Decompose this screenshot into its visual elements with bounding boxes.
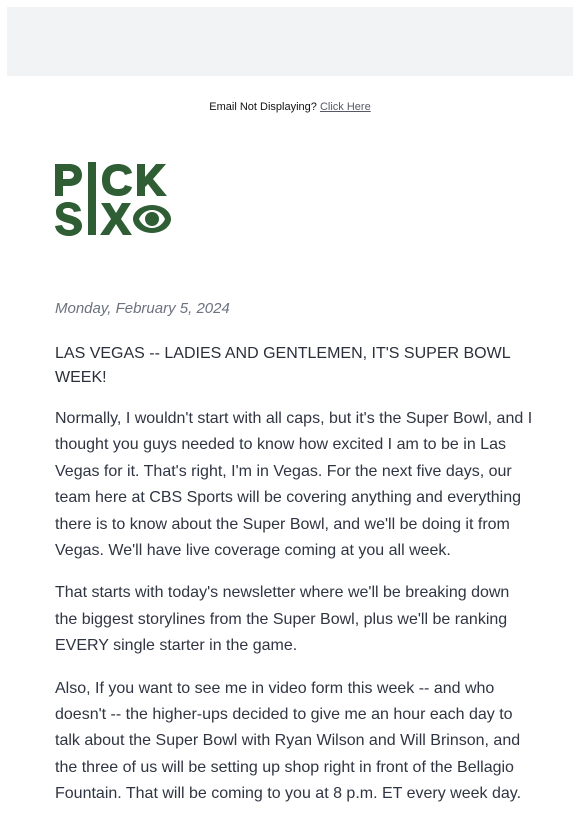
article-body bbox=[55, 298, 535, 824]
pick-six-logo[interactable] bbox=[55, 162, 173, 238]
pick-six-logo-graphic bbox=[55, 162, 173, 238]
email-not-displaying-line bbox=[0, 101, 580, 113]
article-paragraph-3: Also, If you want to see me in video form this week -- and who doesn't -- the higher-ups decided to give me an hour each day to talk about the Super Bowl with Ryan Wilson and Will Brinson, and the three of us will be setting up shop right in front of the Bellagio Fountain. That will be coming to you at 8 p.m. ET every week day. bbox=[55, 679, 522, 803]
article-paragraph-2: That starts with today's newsletter where we'll be breaking down the biggest storylines from the Super Bowl, plus we'll be ranking EVERY single starter in the game. bbox=[55, 584, 510, 655]
top-banner bbox=[7, 7, 573, 76]
article-paragraph-1: Normally, I wouldn't start with all caps, but it's the Super Bowl, and I thought you guys needed to know how excited I am to be in Las Vegas for it. That's right, I'm in Vegas. For the next five days, our team here at CBS Sports will be covering anything and everything there is to know about the Super Bowl, and we'll be doing it from Vegas. We'll have live coverage coming at you all week. bbox=[55, 410, 533, 560]
article-date: Monday, February 5, 2024 bbox=[55, 300, 230, 317]
email-not-displaying-text: Email Not Displaying? bbox=[209, 101, 317, 113]
click-here-link[interactable]: Click Here bbox=[319, 101, 371, 113]
article-headline: LAS VEGAS -- LADIES AND GENTLEMEN, IT'S SUPER BOWL WEEK! bbox=[55, 345, 511, 386]
